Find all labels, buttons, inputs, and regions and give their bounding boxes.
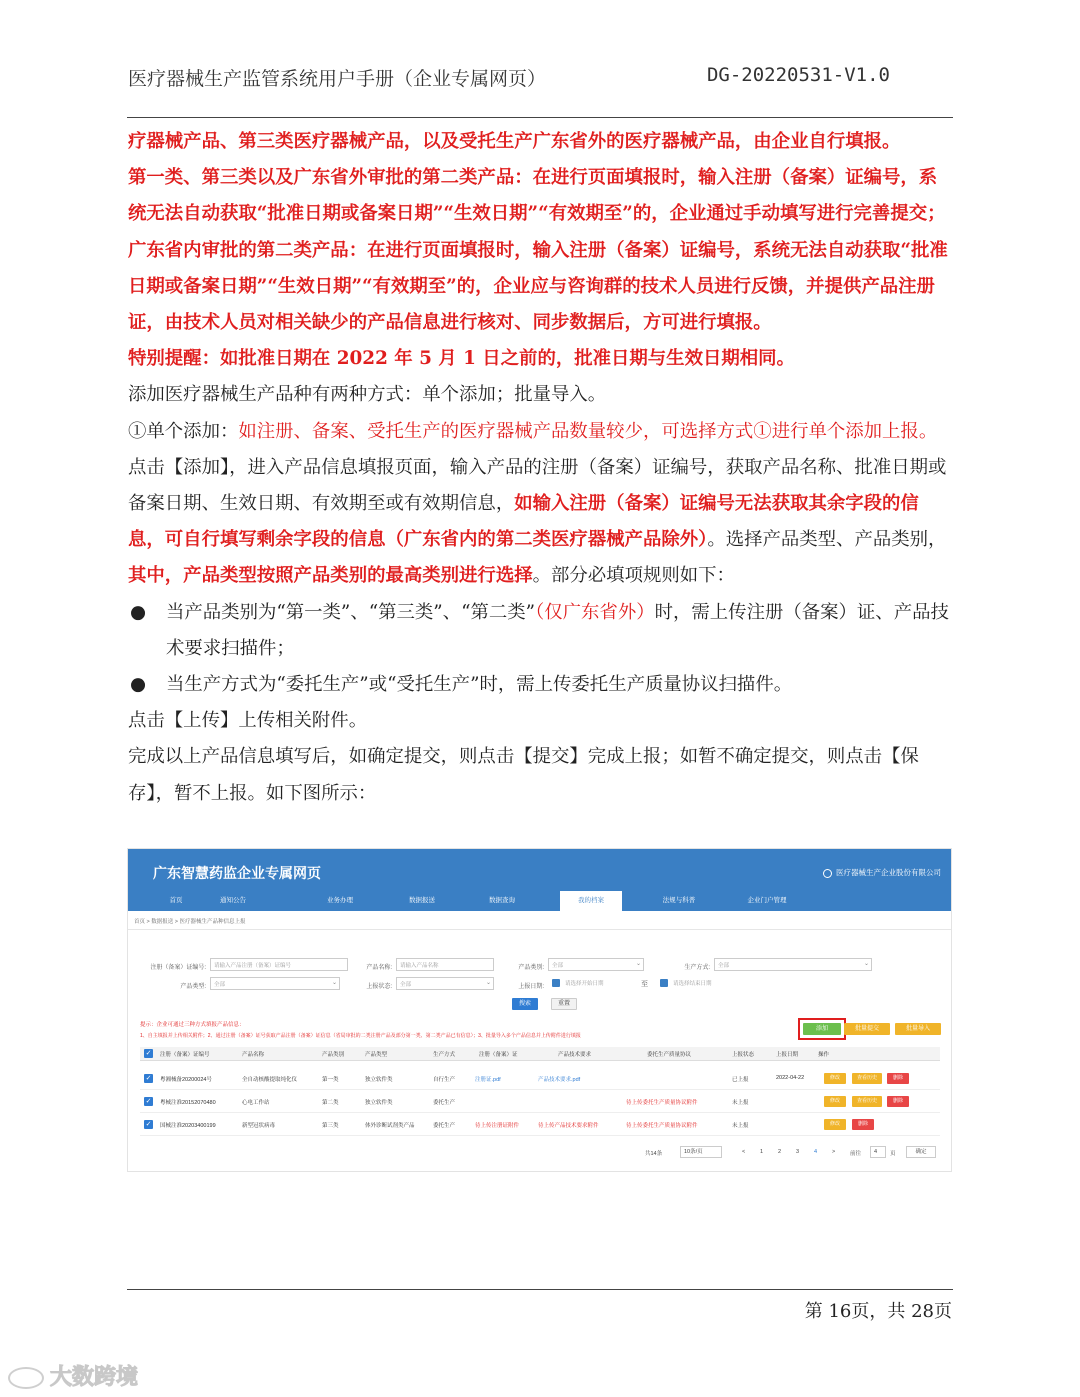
report-status-label: 上报状态: (366, 984, 392, 990)
batch-submit-button[interactable]: 批量提交 (844, 1023, 890, 1035)
paragraph-4: 特别提醒：如批准日期在 2022 年 5 月 1 日之前的，批准日期与生效日期相同。 (128, 348, 795, 370)
paragraph-7-c: 。选择产品类型、产品类别， (707, 529, 947, 551)
pager-total: 共14条 (645, 1151, 663, 1157)
cell-status: 未上报 (732, 1123, 749, 1129)
row-checkbox[interactable]: ✓ (145, 1075, 152, 1082)
bullet-2-text: 当生产方式为“委托生产”或“受托生产”时，需上传委托生产质量协议扫描件。 (166, 674, 793, 696)
history-button[interactable]: 查看历史 (852, 1096, 882, 1107)
paragraph-6-red: 如注册、备案、受托生产的医疗器械产品数量较少，可选择方式①进行单个添加上报。 (238, 420, 938, 442)
cell-date: 2022-04-22 (776, 1075, 805, 1081)
product-name-label: 产品名称: (366, 965, 392, 971)
watermark (8, 1360, 138, 1391)
tip-title: 提示：企业可通过三种方式填报产品信息： (140, 1022, 245, 1028)
nav-notices[interactable]: 通知公告 (220, 897, 246, 904)
page-2-button[interactable]: 2 (778, 1149, 782, 1155)
page-3-button[interactable]: 3 (796, 1149, 800, 1155)
search-button[interactable]: 搜索 (512, 998, 538, 1010)
nav-regulations[interactable]: 法规与科普 (662, 897, 696, 904)
paragraph-5: 添加医疗器械生产品种有两种方式：单个添加；批量导入。 (128, 384, 607, 406)
cell-agreement-pending[interactable]: 待上传委托生产质量协议附件 (626, 1100, 698, 1106)
report-status-select[interactable] (396, 977, 494, 990)
bullet-item-1 (128, 595, 950, 667)
bullet-item-2 (128, 667, 950, 703)
company-name: 医疗器械生产企业股份有限公司 (836, 868, 941, 877)
page-4-button[interactable]: 4 (814, 1149, 818, 1155)
site-header (128, 849, 951, 911)
cell-type: 独立软件类 (365, 1100, 393, 1106)
paragraph-7-b: 如输入注册（备案）证编号无法获取其余字段的信息，可自行填写剩余字段的信息（广东省内的第二类医疗器械产品除外） (128, 493, 919, 551)
cell-cert-link[interactable]: 注册证.pdf (475, 1077, 501, 1083)
chevron-down-icon: ⌄ (863, 961, 869, 967)
prev-page-button[interactable]: < (742, 1149, 746, 1155)
cell-category: 第三类 (322, 1123, 339, 1129)
document-header-title: 医疗器械生产监管系统用户手册（企业专属网页） (128, 68, 547, 90)
date-end-input[interactable]: 请选择结束日期 (670, 977, 750, 990)
col-date: 上报日期 (776, 1052, 799, 1058)
edit-button[interactable]: 修改 (824, 1096, 846, 1107)
breadcrumb-divider (128, 929, 951, 930)
goto-page-input[interactable]: 4 (870, 1146, 886, 1158)
cell-type: 体外诊断试剂类产品 (365, 1123, 415, 1129)
document-body (128, 124, 950, 812)
page-1-button[interactable]: 1 (760, 1149, 764, 1155)
row-checkbox[interactable]: ✓ (145, 1098, 152, 1105)
production-mode-label: 生产方式: (684, 965, 710, 971)
watermark-text: 大数跨境 (50, 1365, 139, 1390)
date-to-label: 至 (641, 981, 648, 988)
cell-product-name: 心电工作站 (242, 1100, 270, 1106)
table-row (140, 1067, 940, 1090)
cell-agreement-pending[interactable]: 待上传委托生产质量协议附件 (626, 1123, 698, 1129)
select-all-checkbox[interactable]: ✓ (145, 1050, 152, 1057)
col-actions: 操作 (818, 1052, 830, 1058)
nav-business[interactable]: 业务办理 (327, 897, 353, 904)
col-status: 上报状态 (732, 1052, 755, 1058)
cell-reg-no: 国械注准20203400199 (160, 1123, 216, 1129)
footer-divider (127, 1289, 953, 1290)
product-type-value: 全部 (214, 982, 226, 988)
cell-status: 未上报 (732, 1100, 749, 1106)
page-unit-label: 页 (890, 1151, 896, 1157)
product-type-label: 产品类型: (180, 984, 206, 990)
category-select[interactable] (548, 958, 644, 971)
col-product-name: 产品名称 (242, 1052, 265, 1058)
reg-no-label: 注册（备案）证编号: (150, 965, 206, 971)
col-cert: 注册（备案）证 (479, 1052, 518, 1058)
category-label: 产品类别: (518, 965, 544, 971)
cell-spec-pending[interactable]: 待上传产品技术要求附件 (538, 1123, 599, 1129)
bullet-1-a: 当产品类别为“第一类”、“第三类”、“第二类” (166, 601, 536, 623)
batch-import-button[interactable]: 批量导入 (895, 1023, 941, 1035)
paragraph-7-a: 点击【添加】，进入产品信息填报页面，输入产品的注册（备案）证编号，获取产品名称、批准日期或备案日期、生效日期、有效期至或有效期信息， (128, 456, 947, 515)
history-button[interactable]: 查看历史 (852, 1073, 882, 1084)
report-date-label: 上报日期: (518, 984, 544, 990)
breadcrumb: 首页 > 数据报送 > 医疗器械生产品种信息上报 (134, 919, 246, 925)
calendar-icon (552, 979, 560, 987)
col-category: 产品类别 (322, 1052, 345, 1058)
paragraph-9: 完成以上产品信息填写后，如确定提交，则点击【提交】完成上报；如暂不确定提交，则点击【保存】，暂不上报。如下图所示： (128, 746, 919, 804)
paragraph-1: 疗器械产品、第三类医疗器械产品，以及受托生产广东省外的医疗器械产品，由企业自行填报。 (128, 131, 901, 152)
embedded-screenshot (127, 848, 952, 1172)
chevron-down-icon: ⌄ (485, 980, 491, 986)
paragraph-2: 第一类、第三类以及广东省外审批的第二类产品：在进行页面填报时，输入注册（备案）证编号，系统无法自动获取“批准日期或备案日期”“生效日期”“有效期至”的，企业通过手动填写进行完善提交； (128, 167, 946, 225)
page-size-select[interactable]: 10条/页 (680, 1146, 722, 1158)
product-type-select[interactable] (210, 977, 340, 990)
chevron-down-icon: ⌄ (331, 980, 337, 986)
nav-home[interactable]: 首页 (169, 897, 183, 904)
col-agreement: 委托生产质量协议 (647, 1052, 692, 1058)
edit-button[interactable]: 修改 (824, 1073, 846, 1084)
cell-reg-no: 粤械注准20152070480 (160, 1100, 216, 1106)
add-button[interactable]: 添加 (803, 1023, 841, 1035)
cell-mode: 委托生产 (433, 1123, 456, 1129)
cell-cert-pending[interactable]: 待上传注册证附件 (475, 1123, 520, 1129)
delete-button[interactable]: 删除 (887, 1073, 909, 1084)
goto-label: 前往 (850, 1151, 862, 1157)
table-header (140, 1047, 940, 1061)
bullet-dot-icon: ● (130, 601, 147, 623)
reset-button[interactable]: 重置 (551, 998, 577, 1010)
nav-my-archive[interactable]: 我的档案 (560, 891, 622, 911)
paragraph-6-lead: ①单个添加： (128, 420, 239, 442)
col-type: 产品类型 (365, 1052, 388, 1058)
cell-reg-no: 粤湘械备20200024号 (160, 1077, 212, 1083)
paragraph-3: 广东省内审批的第二类产品：在进行页面填报时，输入注册（备案）证编号，系统无法自动获取“批准日期或备案日期”“生效日期”“有效期至”的，企业应与咨询群的技术人员进行反馈，并提供产品注册证，由技术人员对相关缺少的产品信息进行核对、同步数据后，方可进行填报。 (128, 239, 948, 334)
production-mode-select[interactable] (714, 958, 872, 971)
report-status-value: 全部 (400, 982, 412, 988)
nav-data-report[interactable]: 数据报送 (409, 897, 435, 904)
cell-spec-link[interactable]: 产品技术要求.pdf (538, 1077, 581, 1083)
calendar-icon (660, 979, 668, 987)
cell-mode: 自行生产 (433, 1077, 456, 1083)
delete-button[interactable]: 删除 (887, 1096, 909, 1107)
date-start-input[interactable]: 请选择开始日期 (562, 977, 642, 990)
table-row (140, 1090, 940, 1113)
delete-button[interactable]: 删除 (852, 1119, 874, 1130)
nav-portal-manage[interactable]: 企业门户管理 (747, 897, 787, 904)
paragraph-6 (128, 414, 950, 450)
main-nav (128, 891, 951, 911)
bullet-1-b: （仅广东省外） (535, 601, 655, 623)
tip-body: 1、自主填报并上传相关附件；2、通过注册（备案）证号获取产品注册（备案）证信息（省局审批的二类注册产品及部分第一类、第二类产品已有信息）；3、批量导入多个产品信息并上传附件进行填报 (140, 1033, 581, 1039)
paragraph-7 (128, 450, 950, 595)
col-mode: 生产方式 (433, 1052, 456, 1058)
watermark-logo-icon (8, 1367, 44, 1389)
nav-data-query[interactable]: 数据查询 (489, 897, 515, 904)
reg-no-input[interactable]: 请输入产品注册（备案）证编号 (210, 958, 348, 971)
company-account[interactable] (823, 867, 941, 878)
site-title: 广东智慧药监企业专属网页 (153, 865, 321, 881)
document-code: DG-20220531-V1.0 (706, 64, 890, 86)
category-value: 全部 (552, 963, 564, 969)
header-divider (127, 117, 953, 118)
chevron-down-icon: ⌄ (635, 961, 641, 967)
col-spec: 产品技术要求 (558, 1052, 592, 1058)
goto-confirm-button[interactable]: 确定 (906, 1146, 936, 1158)
row-checkbox[interactable]: ✓ (145, 1121, 152, 1128)
bullet-dot-icon: ● (130, 674, 147, 696)
cell-mode: 委托生产 (433, 1100, 456, 1106)
cell-category: 第二类 (322, 1100, 339, 1106)
col-reg-no: 注册（备案）证编号 (160, 1052, 210, 1058)
next-page-button[interactable]: > (832, 1149, 836, 1155)
production-mode-value: 全部 (718, 963, 730, 969)
bullet-1-c: 时，需上传注册（备案）证、产品技术要求扫描件； (166, 601, 949, 659)
paragraph-7-e: 。部分必填项规则如下： (532, 565, 735, 587)
paragraph-8: 点击【上传】上传相关附件。 (128, 710, 368, 732)
paragraph-7-d: 其中，产品类型按照产品类别的最高类别进行选择 (128, 565, 533, 587)
table-row (140, 1113, 940, 1136)
cell-product-name: 全自动核酸提取纯化仪 (242, 1077, 298, 1083)
product-name-input[interactable]: 请输入产品名称 (396, 958, 494, 971)
cell-product-name: 新型冠状病毒 (242, 1123, 276, 1129)
user-icon (823, 869, 832, 878)
cell-status: 已上报 (732, 1077, 749, 1083)
cell-category: 第一类 (322, 1077, 339, 1083)
edit-button[interactable]: 修改 (824, 1119, 846, 1130)
cell-type: 独立软件类 (365, 1077, 393, 1083)
page-number: 第 16页，共 28页 (804, 1301, 952, 1322)
